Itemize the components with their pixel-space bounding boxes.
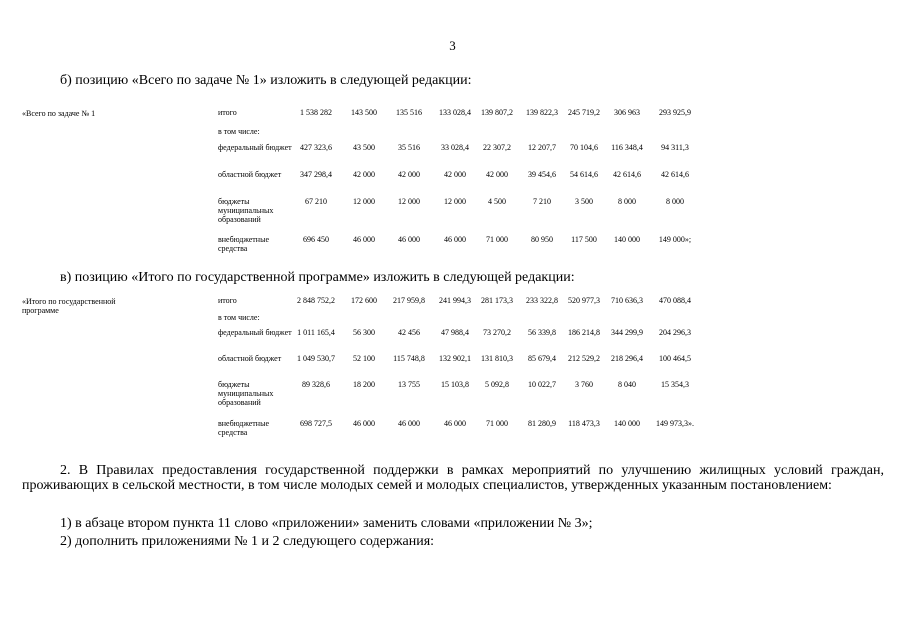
row-label: в том числе: bbox=[218, 313, 260, 322]
cell-value: 132 902,1 bbox=[439, 354, 471, 363]
row-label: в том числе: bbox=[218, 127, 260, 136]
cell-value: 133 028,4 bbox=[439, 108, 471, 117]
cell-value: 293 925,9 bbox=[659, 108, 691, 117]
row-label: областной бюджет bbox=[218, 354, 282, 363]
cell-value: 3 500 bbox=[575, 197, 593, 206]
cell-value: 22 307,2 bbox=[483, 143, 511, 152]
cell-value: 306 963 bbox=[614, 108, 640, 117]
cell-value: 42 456 bbox=[398, 328, 420, 337]
cell-value: 54 614,6 bbox=[570, 170, 598, 179]
cell-value: 42 614,6 bbox=[661, 170, 689, 179]
cell-value: 139 807,2 bbox=[481, 108, 513, 117]
cell-value: 212 529,2 bbox=[568, 354, 600, 363]
row-label: внебюджетные средства bbox=[218, 235, 269, 253]
cell-value: 186 214,8 bbox=[568, 328, 600, 337]
row-label: бюджеты муниципальных образований bbox=[218, 380, 274, 407]
cell-value: 140 000 bbox=[614, 419, 640, 428]
cell-value: 5 092,8 bbox=[485, 380, 509, 389]
cell-value: 80 950 bbox=[531, 235, 553, 244]
cell-value: 13 755 bbox=[398, 380, 420, 389]
cell-value: 12 000 bbox=[444, 197, 466, 206]
cell-value: 233 322,8 bbox=[526, 296, 558, 305]
cell-value: 217 959,8 bbox=[393, 296, 425, 305]
section-v-heading: в) позицию «Итого по государственной программе» изложить в следующей редакции: bbox=[60, 270, 575, 285]
cell-value: 42 000 bbox=[444, 170, 466, 179]
cell-value: 281 173,3 bbox=[481, 296, 513, 305]
cell-value: 33 028,4 bbox=[441, 143, 469, 152]
cell-value: 15 354,3 bbox=[661, 380, 689, 389]
cell-value: 46 000 bbox=[398, 235, 420, 244]
cell-value: 81 280,9 bbox=[528, 419, 556, 428]
cell-value: 172 600 bbox=[351, 296, 377, 305]
cell-value: 116 348,4 bbox=[611, 143, 643, 152]
page-number: 3 bbox=[449, 38, 456, 53]
row-label: внебюджетные средства bbox=[218, 419, 269, 437]
cell-value: 118 473,3 bbox=[568, 419, 600, 428]
cell-value: 12 000 bbox=[353, 197, 375, 206]
cell-value: 70 104,6 bbox=[570, 143, 598, 152]
cell-value: 117 500 bbox=[571, 235, 597, 244]
cell-value: 12 207,7 bbox=[528, 143, 556, 152]
cell-value: 67 210 bbox=[305, 197, 327, 206]
section-v-group-label: «Итого по государственной программе bbox=[22, 297, 116, 315]
cell-value: 139 822,3 bbox=[526, 108, 558, 117]
cell-value: 15 103,8 bbox=[441, 380, 469, 389]
cell-value: 135 516 bbox=[396, 108, 422, 117]
cell-value: 3 760 bbox=[575, 380, 593, 389]
row-label: бюджеты муниципальных образований bbox=[218, 197, 274, 224]
cell-value: 42 000 bbox=[353, 170, 375, 179]
point2-item2: 2) дополнить приложениями № 1 и 2 следующего содержания: bbox=[60, 534, 435, 549]
cell-value: 73 270,2 bbox=[483, 328, 511, 337]
cell-value: 42 000 bbox=[486, 170, 508, 179]
cell-value: 245 719,2 bbox=[568, 108, 600, 117]
cell-value: 344 299,9 bbox=[611, 328, 643, 337]
cell-value: 71 000 bbox=[486, 419, 508, 428]
cell-value: 470 088,4 bbox=[659, 296, 691, 305]
cell-value: 1 538 282 bbox=[300, 108, 332, 117]
cell-value: 46 000 bbox=[398, 419, 420, 428]
cell-value: 94 311,3 bbox=[661, 143, 689, 152]
cell-value: 46 000 bbox=[353, 419, 375, 428]
cell-value: 10 022,7 bbox=[528, 380, 556, 389]
cell-value: 56 339,8 bbox=[528, 328, 556, 337]
cell-value: 46 000 bbox=[444, 419, 466, 428]
cell-value: 1 011 165,4 bbox=[297, 328, 335, 337]
cell-value: 100 464,5 bbox=[659, 354, 691, 363]
cell-value: 39 454,6 bbox=[528, 170, 556, 179]
cell-value: 520 977,3 bbox=[568, 296, 600, 305]
cell-value: 115 748,8 bbox=[393, 354, 425, 363]
row-label: итого bbox=[218, 296, 237, 305]
row-label: федеральный бюджет bbox=[218, 143, 292, 152]
cell-value: 89 328,6 bbox=[302, 380, 330, 389]
cell-value: 43 500 bbox=[353, 143, 375, 152]
cell-value: 52 100 bbox=[353, 354, 375, 363]
cell-value: 46 000 bbox=[353, 235, 375, 244]
row-label: итого bbox=[218, 108, 237, 117]
cell-value: 347 298,4 bbox=[300, 170, 332, 179]
cell-value: 56 300 bbox=[353, 328, 375, 337]
cell-value: 427 323,6 bbox=[300, 143, 332, 152]
section-b-heading: б) позицию «Всего по задаче № 1» изложить в следующей редакции: bbox=[60, 73, 472, 88]
cell-value: 35 516 bbox=[398, 143, 420, 152]
row-label: областной бюджет bbox=[218, 170, 282, 179]
cell-value: 241 994,3 bbox=[439, 296, 471, 305]
cell-value: 698 727,5 bbox=[300, 419, 332, 428]
cell-value: 2 848 752,2 bbox=[297, 296, 335, 305]
cell-value: 710 636,3 bbox=[611, 296, 643, 305]
point2-paragraph: 2. В Правилах предоставления государственной поддержки в рамках мероприятий по улучшению жилищных условий граждан, проживающих в сельской местности, в том числе молодых семей и молодых специалистов, утвержденных указанным постановлением: bbox=[22, 463, 884, 493]
cell-value: 47 988,4 bbox=[441, 328, 469, 337]
cell-value: 12 000 bbox=[398, 197, 420, 206]
cell-value: 4 500 bbox=[488, 197, 506, 206]
cell-value: 8 040 bbox=[618, 380, 636, 389]
row-label: федеральный бюджет bbox=[218, 328, 292, 337]
cell-value: 8 000 bbox=[666, 197, 684, 206]
point2-item1: 1) в абзаце втором пункта 11 слово «приложении» заменить словами «приложении № 3»; bbox=[60, 516, 593, 531]
cell-value: 1 049 530,7 bbox=[297, 354, 335, 363]
cell-value: 204 296,3 bbox=[659, 328, 691, 337]
cell-value: 7 210 bbox=[533, 197, 551, 206]
cell-value: 149 973,3». bbox=[656, 419, 694, 428]
cell-value: 8 000 bbox=[618, 197, 636, 206]
cell-value: 218 296,4 bbox=[611, 354, 643, 363]
cell-value: 42 000 bbox=[398, 170, 420, 179]
cell-value: 46 000 bbox=[444, 235, 466, 244]
cell-value: 696 450 bbox=[303, 235, 329, 244]
cell-value: 143 500 bbox=[351, 108, 377, 117]
cell-value: 71 000 bbox=[486, 235, 508, 244]
cell-value: 18 200 bbox=[353, 380, 375, 389]
cell-value: 42 614,6 bbox=[613, 170, 641, 179]
cell-value: 131 810,3 bbox=[481, 354, 513, 363]
cell-value: 140 000 bbox=[614, 235, 640, 244]
cell-value: 149 000»; bbox=[658, 235, 692, 244]
cell-value: 85 679,4 bbox=[528, 354, 556, 363]
section-b-group-label: «Всего по задаче № 1 bbox=[22, 109, 96, 118]
